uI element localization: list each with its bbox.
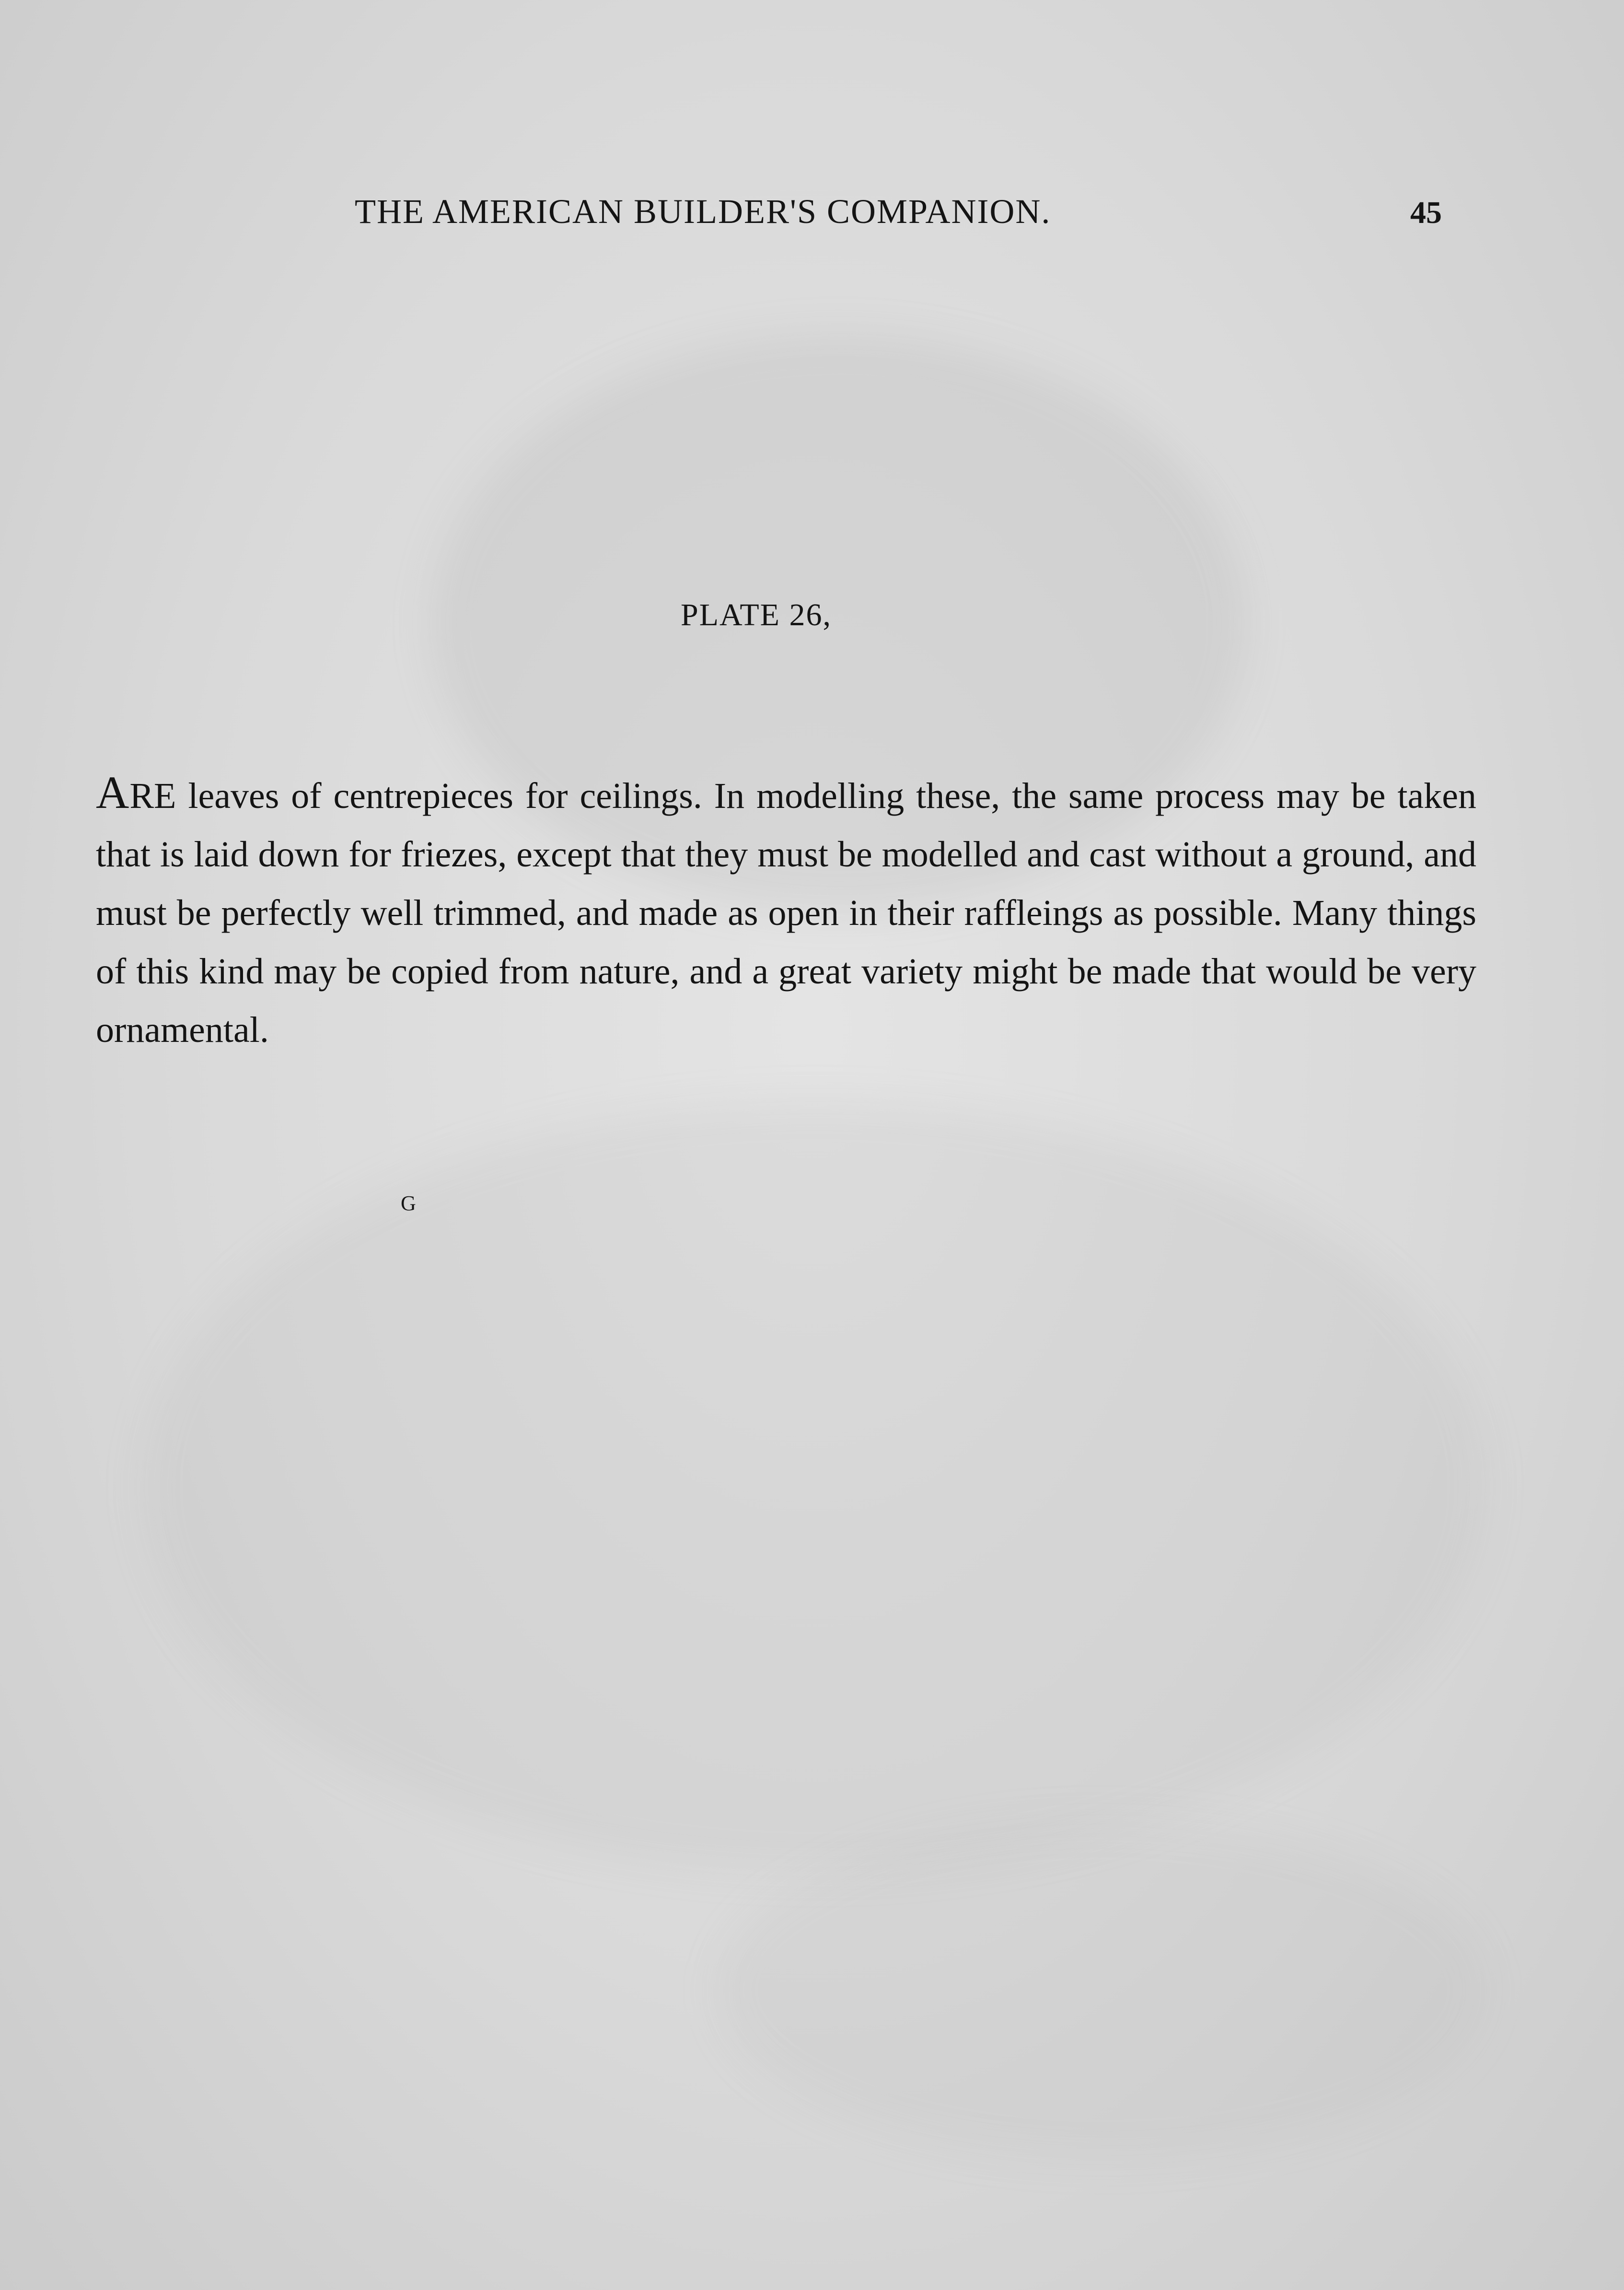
bleed-through-shadow <box>719 1822 1486 2158</box>
plate-heading: PLATE 26, <box>681 597 832 632</box>
paragraph-text: leaves of centrepieces for ceilings. In modelling these, the same process may be taken that is laid down for friezes, except that they must be modelled and cast without a ground, and must be perfectly well trimmed, and made as open in their raffleings as possible. Many things of this kind may be copied from nature, and a great variety might be made that would be very ornamental. <box>96 776 1476 1050</box>
running-title: THE AMERICAN BUILDER'S COMPANION. <box>355 192 1051 231</box>
lead-small-caps: RE <box>129 776 176 816</box>
page-number: 45 <box>1410 195 1442 230</box>
body-paragraph <box>96 763 1476 1059</box>
signature-mark: G <box>401 1192 416 1215</box>
bleed-through-shadow <box>144 1103 1486 1870</box>
drop-initial: A <box>96 767 130 818</box>
